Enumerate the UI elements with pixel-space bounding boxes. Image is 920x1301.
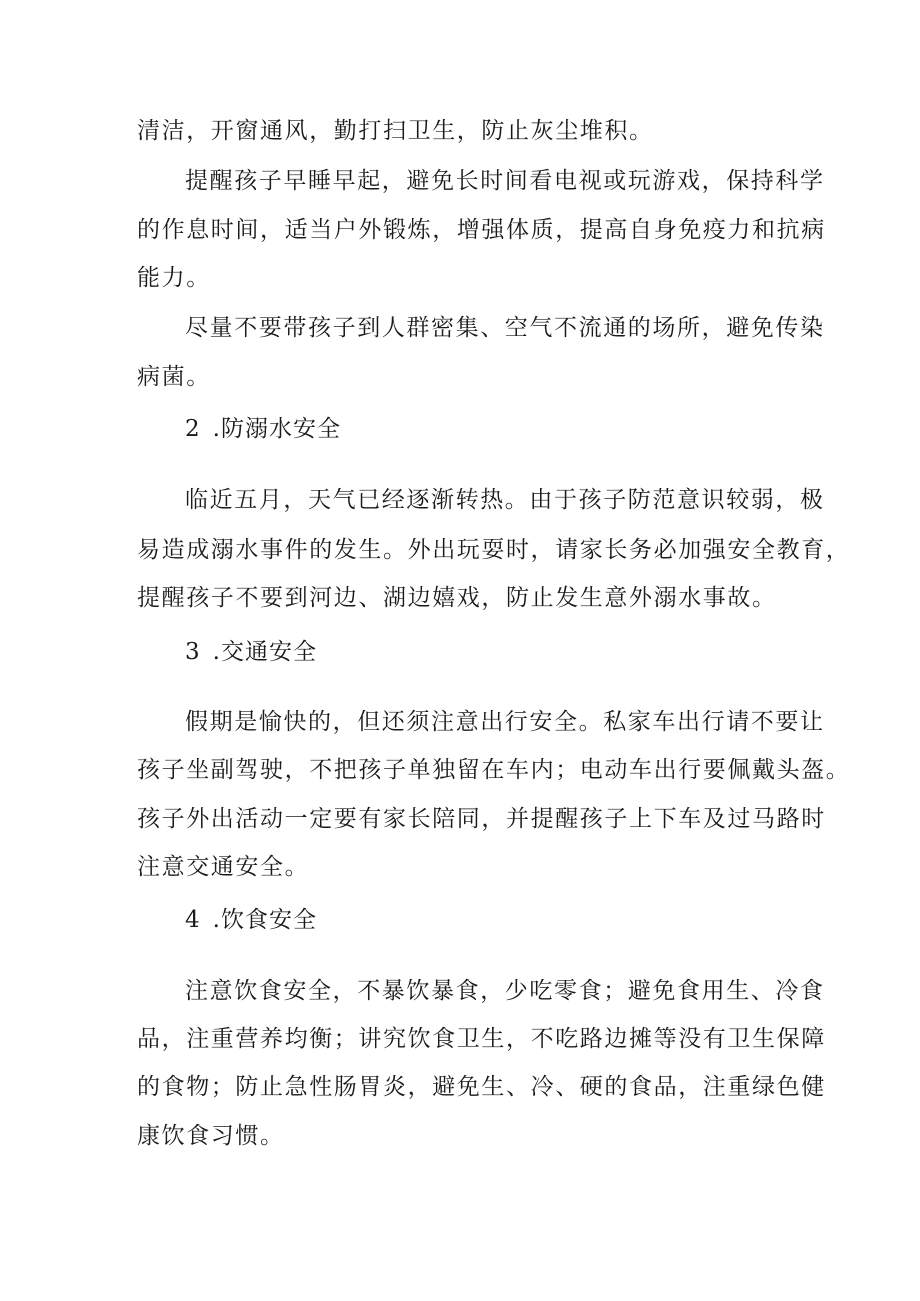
section-number: 3 [185,639,201,665]
paragraph-line: 能力。 [137,265,211,291]
paragraph-line: 康饮食习惯。 [137,1123,285,1149]
paragraph-line: 病菌。 [137,364,211,390]
paragraph-line: 的食物；防止急性肠胃炎，避免生、冷、硬的食品，注重绿色健 [137,1074,826,1100]
paragraph-line: 孩子坐副驾驶，不把孩子单独留在车内；电动车出行要佩戴头盔。 [137,757,851,783]
section-number: 4 [185,907,201,933]
paragraph-line: 注意交通安全。 [137,854,310,880]
section-heading-traffic [185,637,317,667]
paragraph-line: 孩子外出活动一定要有家长陪同，并提醒孩子上下车及过马路时 [137,806,826,832]
paragraph-line: 尽量不要带孩子到人群密集、空气不流通的场所，避免传染 [185,315,825,341]
paragraph-line: 提醒孩子不要到河边、湖边嬉戏，防止发生意外溺水事故。 [137,585,777,611]
paragraph-line: 易造成溺水事件的发生。外出玩耍时，请家长务必加强安全教育， [137,537,851,563]
paragraph-line: 假期是愉快的，但还须注意出行安全。私家车出行请不要让 [185,709,825,735]
paragraph-line: 注意饮食安全，不暴饮暴食，少吃零食；避免食用生、冷食 [185,978,825,1004]
section-title: .防溺水安全 [212,416,341,442]
paragraph-line: 清洁，开窗通风，勤打扫卫生，防止灰尘堆积。 [137,118,654,144]
section-heading-drowning [185,414,341,444]
paragraph-line: 提醒孩子早睡早起，避免长时间看电视或玩游戏，保持科学 [185,168,825,194]
paragraph-line: 品，注重营养均衡；讲究饮食卫生，不吃路边摊等没有卫生保障 [137,1026,826,1052]
section-title: .交通安全 [212,639,317,665]
section-number: 2 [185,416,201,442]
section-heading-food [185,905,317,935]
section-title: .饮食安全 [212,907,317,933]
paragraph-line: 的作息时间，适当户外锻炼，增强体质，提高自身免疫力和抗病 [137,217,826,243]
paragraph-line: 临近五月，天气已经逐渐转热。由于孩子防范意识较弱，极 [185,487,825,513]
